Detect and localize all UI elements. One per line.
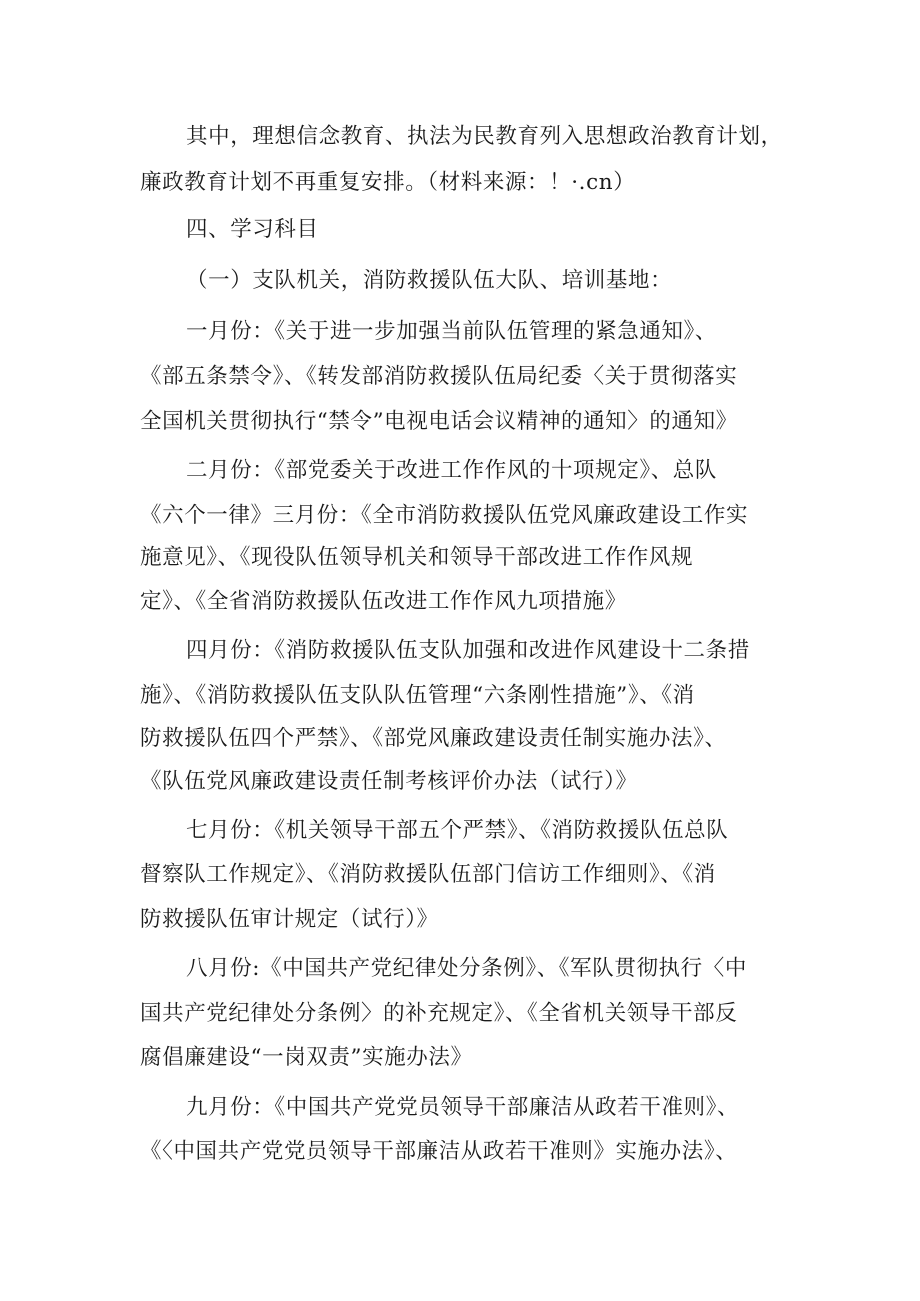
section-heading: 四、学习科目 [186,217,319,242]
paragraph-line: 全国机关贯彻执行“禁令”电视电话会议精神的通知〉的通知》 [140,409,738,434]
paragraph-line: 一月份：《关于进一步加强当前队伍管理的紧急通知》、 [186,319,718,344]
paragraph-line: 定》、《全省消防救援队伍改进工作作风九项措施》 [140,589,627,614]
paragraph-line: 《队伍党风廉政建设责任制考核评价办法（试行）》 [140,769,638,794]
paragraph-line: 国共产党纪律处分条例〉的补充规定》、《全省机关领导干部反 [140,1001,738,1026]
paragraph-line: 防救援队伍四个严禁》、《部党风廉政建设责任制实施办法》、 [140,726,727,751]
paragraph-line: 腐倡廉建设“一岗双责”实施办法》 [140,1045,473,1070]
paragraph-line: 九月份：《中国共产党党员领导干部廉洁从政若干准则》、 [186,1095,740,1120]
paragraph-line: 施意见》、《现役队伍领导机关和领导干部改进工作作风规 [140,545,694,570]
paragraph-line: 《部五条禁令》、《转发部消防救援队伍局纪委〈关于贯彻落实 [140,364,738,389]
subsection-heading: （一）支队机关，消防救援队伍大队、培训基地： [186,268,673,293]
paragraph-line: 二月份：《部党委关于改进工作作风的十项规定》、总队 [186,458,718,483]
paragraph-line: 廉政教育计划不再重复安排。（材料来源：！·.cn） [140,170,636,195]
paragraph-line: 八月份:《中国共产党纪律处分条例》、《军队贯彻执行〈中 [186,956,747,981]
paragraph-line: 防救援队伍审计规定（试行）》 [140,907,439,932]
paragraph-line: 其中，理想信念教育、执法为民教育列入思想政治教育计划， [186,124,783,149]
paragraph-line: 《六个一律》三月份：《全市消防救援队伍党风廉政建设工作实 [140,503,749,528]
paragraph-line: 《〈中国共产党党员领导干部廉洁从政若干准则》实施办法》、 [140,1139,738,1164]
paragraph-line: 督察队工作规定》、《消防救援队伍部门信访工作细则》、《消 [140,862,716,887]
paragraph-line: 施》、《消防救援队伍支队队伍管理“六条刚性措施”》、《消 [140,683,695,708]
paragraph-line: 七月份：《机关领导干部五个严禁》、《消防救援队伍总队 [186,818,729,843]
paragraph-line: 四月份：《消防救援队伍支队加强和改进作风建设十二条措 [186,638,750,663]
